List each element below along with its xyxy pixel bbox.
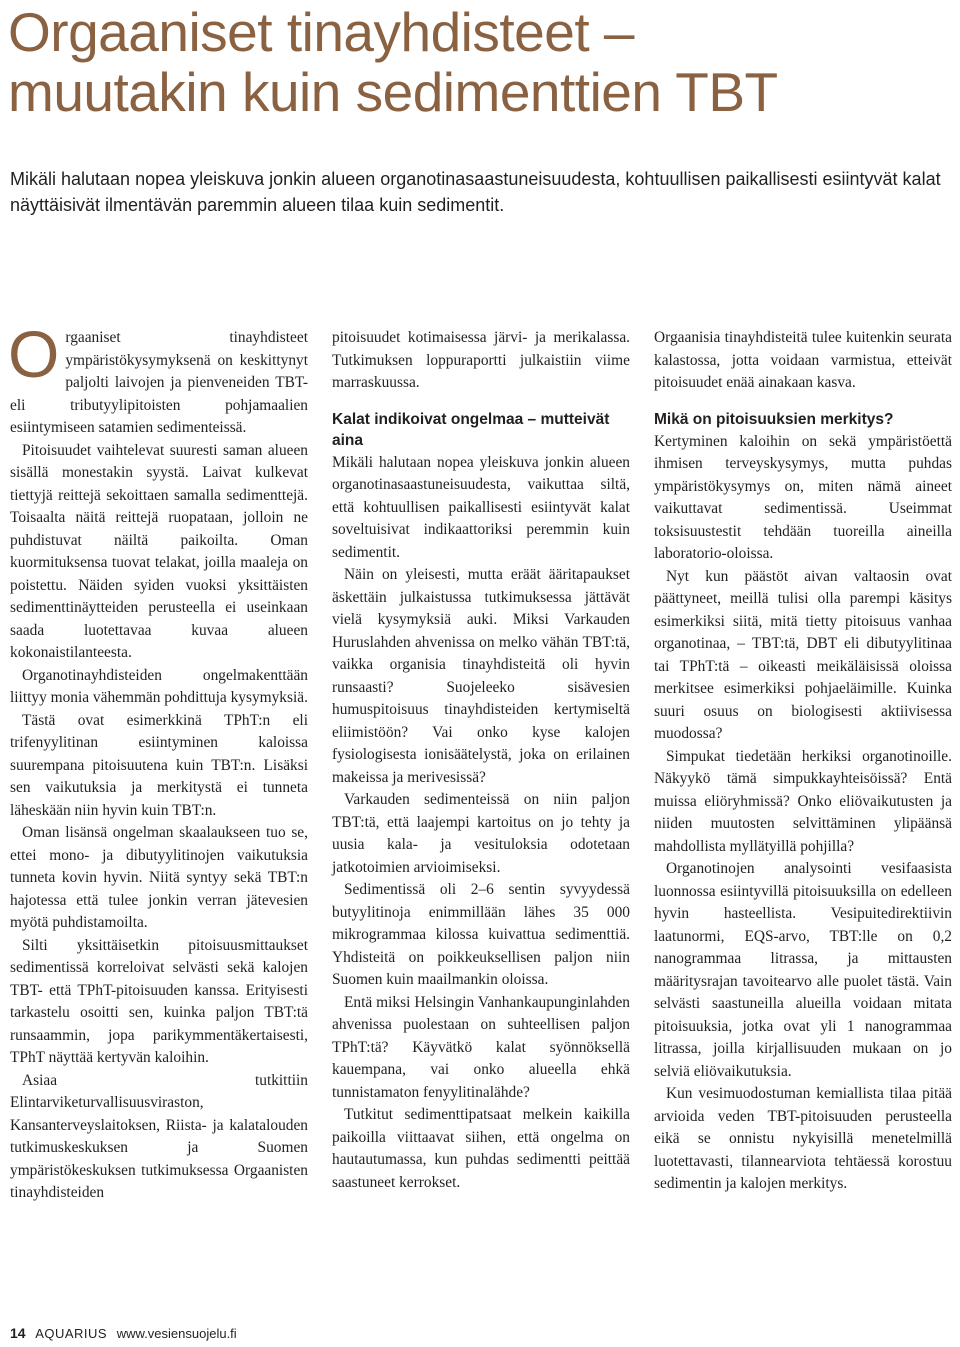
section-heading: Mikä on pitoisuuksien merkitys? <box>654 410 894 428</box>
section-heading: Kalat indikoivat ongelmaa – mutteivät aina <box>332 410 610 449</box>
drop-cap: O <box>8 317 60 391</box>
paragraph: Organotinojen analysointi vesifaasista luonnossa esiintyvillä pitoisuuksilla on edelleen hyvin hasteellista. Vesipuitedirektiivin laatunormi, EQS-arvo, TBT:lle on 0,2 nanogrammaa litrassa, ja mittausten määritysrajan tavoitearvo alle puolet tästä. Vain selvästi saastuneilla alueilla voidaan mitata pitoisuuksia, jotka ovat yli 1 nanogrammaa litrassa, joilla kirjallisuuden mukaan on jo selviä eliövaikutuksia. <box>654 860 952 1080</box>
paragraph: Mikäli halutaan nopea yleiskuva jonkin alueen organotinasaastuneisuudesta, vaikuttaa siltä, että kohtuullisen paikallisesti esiintyvät kalat soveltuisivat indikaattoriksi peremmin kuin sedimentit. <box>332 453 630 561</box>
paragraph: Näin on yleisesti, mutta eräät ääritapaukset äskettäin julkaistussa tutkimuksessa jättävät vielä kysymyksiä auki. Miksi Varkauden Huruslahden ahvenissa on melko vähän TBT:tä, vaikka organisia tinayhdisteitä oli hyvin runsaasti? Suojeleeko sisävesien humuspitoisuus tinayhdisteiden kertymiseltä eliimistöön? Vai onko kyse kalojen fysiologisesta ionisäätelystä, joka on erilainen makeissa ja merivesissä? <box>332 566 630 786</box>
paragraph-text: rgaaniset tinayhdisteet ympäristökysymyksenä on keskittynyt paljolti laivojen ja pienveneiden TBT- eli tributyylipitoisten pohjamaalien esiintymiseen satamien sedimenteissä. <box>10 329 308 436</box>
column-2 <box>332 327 630 1194</box>
paragraph: Asiaa tutkittiin Elintarviketurvallisuusviraston, Kansanterveyslaitoksen, Riista- ja kalatalouden tutkimuskeskuksen ja Suomen ympäristökeskuksen tutkimuksessa Orgaanisten tinayhdisteiden <box>10 1071 308 1201</box>
article-lead: Mikäli halutaan nopea yleiskuva jonkin alueen organotinasaastuneisuudesta, kohtuullisen paikallisesti esiintyvät kalat näyttäisivät ilmentävän paremmin alueen tilaa kuin sedimentit. <box>10 169 941 215</box>
column-3 <box>654 327 952 1196</box>
paragraph: Pitoisuudet vaihtelevat suuresti saman alueen sisällä monestakin syystä. Laivat kulkevat tiettyjä reittejä sekoittaen samalla sedimenttejä. Toisaalta näitä reittejä ruopataan, jolloin ne puhdistuvat näiltä paikoilta. Oman kuormituksensa tuovat telakat, joilla maaleja on poistettu. Näiden syiden vuoksi yksittäisten sedimenttinäytteiden perusteella ei useinkaan saada luotettavaa kuvaa alueen kokonaistilanteesta. <box>10 441 308 661</box>
paragraph: pitoisuudet kotimaisessa järvi- ja merikalassa. Tutkimuksen loppuraportti julkaistiin viime marraskuussa. <box>332 329 630 391</box>
magazine-name: AQUARIUS <box>35 1326 108 1341</box>
paragraph <box>8 317 308 440</box>
paragraph: Oman lisänsä ongelman skaalaukseen tuo se, ettei mono- ja dibutyylitinojen vaikutuksia tunneta kovin hyvin. Niitä syntyy sekä TBT:n hajotessa että tulee jonkin verran jätevesien myötä puhdistamoilta. <box>10 824 308 931</box>
paragraph: Tästä ovat esimerkkinä TPhT:n eli trifenyylitinan esiintyminen kaloissa suurempana pitoisuutena kuin TBT:n. Lisäksi sen vaikutuksia ja merkitystä ei tunneta läheskään niin hyvin kuin TBT:n. <box>10 711 308 819</box>
article-title-line-1: Orgaaniset tinayhdisteet – <box>8 1 634 63</box>
paragraph: Sedimentissä oli 2–6 sentin syvyydessä butyylitinoja enimmillään lähes 35 000 mikrogrammaa kilossa kuivattua sedimenttiä. Yhdisteitä on poikkeuksellisen paljon niin Suomen kuin maailmankin oloissa. <box>332 881 630 988</box>
paragraph: Tutkitut sedimenttipatsaat melkein kaikilla paikoilla viittaavat siihen, että ongelma on hautautumassa, kun puhdas sedimentti peittää saastuneet kerrokset. <box>332 1106 630 1191</box>
article-title <box>8 2 948 122</box>
paragraph: Kertyminen kaloihin on sekä ympäristöettä ihmisen terveyskysymys, mutta puhdas ympäristökysymys on, miten nämä aineet vaikuttavat sedimentissä. Useimmat toksisuustestit tehdään tuoreilla aineilla laboratorio-oloissa. <box>654 432 952 562</box>
paragraph: Organotinayhdisteiden ongelmakenttään liittyy monia vähemmän pohdittuja kysymyksiä. <box>10 666 308 706</box>
paragraph: Kun vesimuodostuman kemiallista tilaa pitää arvioida veden TBT-pitoisuuden perusteella eikä se onnistu nykyisillä menetelmillä luotettavasti, tilannearviota tehtäessä korostuu sedimentin ja kalojen merkitys. <box>654 1085 952 1192</box>
paragraph: Orgaanisia tinayhdisteitä tulee kuitenkin seurata kalastossa, jotta voidaan varmistua, etteivät pitoisuudet enää ainakaan kasva. <box>654 329 952 391</box>
article-title-line-2: muutakin kuin sedimenttien TBT <box>8 61 778 123</box>
paragraph: Nyt kun päästöt aivan valtaosin ovat päättyneet, meillä tulisi olla parempi käsitys esimerkiksi siitä, mitä tietty pitoisuus vanhaa organotinaa, – TBT:tä, DBT eli dibutyylitinaa tai TPhT:tä – oikeasti meikäläisissä oloissa merkitsee esimerkiksi pohjaeläimille. Kuinka suuri osuus on biologisesti aktiivisessa muodossa? <box>654 567 952 742</box>
paragraph: Simpukat tiedetään herkiksi organotinoille. Näkyykö tämä simpukkayhteisöissä? Entä muissa eliöryhmissä? Onko eliövaikutusten ja niiden muutosten selvittäminen ylipäänsä mahdollista myllätyillä pohjilla? <box>654 747 952 855</box>
paragraph: Varkauden sedimenteissä on niin paljon TBT:tä, että laajempi kartoitus on jo tehty ja uusia kala- ja vesituloksia odotetaan jatkotoimien arvioimiseksi. <box>332 791 630 876</box>
paragraph: Silti yksittäisetkin pitoisuusmittaukset sedimentissä korreloivat selvästi sekä kalojen TBT- että TPhT-pitoisuuden kanssa. Erityisesti tarkastelu osoitti sen, kuinka paljon TBT:tä runsaammin, jopa parikymmentäkertaisesti, TPhT näyttää kertyvän kaloihin. <box>10 936 308 1066</box>
paragraph: Entä miksi Helsingin Vanhankaupunginlahden ahvenissa puolestaan on suhteellisen paljon TPhT:tä? Käyvätkö kalat syönnöksellä kauempana, vai onko alueella ehkä tunnistamaton fenyylitinalähde? <box>332 993 630 1101</box>
page-number: 14 <box>10 1325 26 1341</box>
page-footer <box>10 1325 237 1341</box>
column-1 <box>8 317 308 1205</box>
website-url: www.vesiensuojelu.fi <box>116 1326 237 1341</box>
